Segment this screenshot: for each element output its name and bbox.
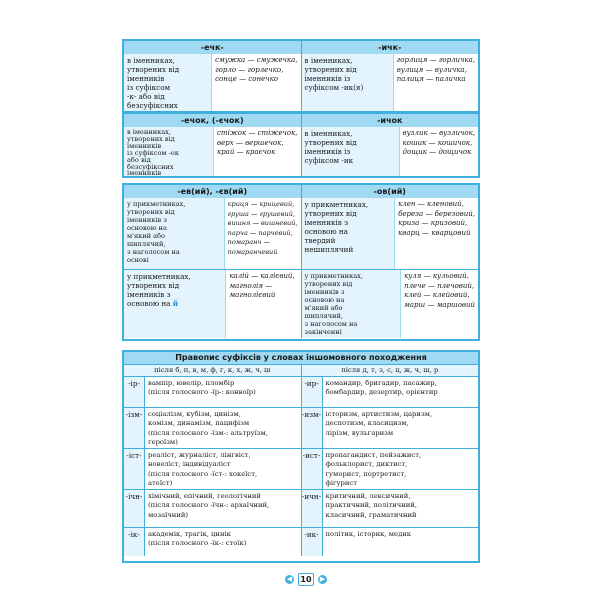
rule-examples [214,127,300,176]
example-line: академік, трагік, цинік [148,530,231,538]
example-line: бомбардир, дезертир, орієнтир [325,388,438,397]
highlight-letter: й [172,299,179,308]
examples-cell [145,528,301,556]
example-line: (після голосного -їк-: стоїк) [148,539,247,548]
table-row [124,407,478,448]
suffix-ov-header: -ов(ий) [301,185,479,198]
rule-description [302,127,400,176]
rule-examples [225,198,301,269]
example-line: марш — маршовий [404,300,475,309]
desc-line: іменників з [304,288,345,296]
desc-line: іменників [127,169,162,178]
desc-line: із суфіксом [127,83,171,92]
example-line: смужка — смужечка, [215,56,298,64]
example-line: магнолія — [229,281,273,290]
desc-line: основою на [127,299,171,308]
desc-line: іменників з [127,290,171,299]
desc-line: нешиплячий [304,245,354,254]
desc-line: суфіксом -ик(я) [304,83,364,92]
example-line: парча — парчевий, [227,228,293,237]
example-line: плече — плечовий, [404,281,475,290]
desc-line: іменників з [127,216,167,224]
rule-description [302,270,402,338]
example-line: помаранч — [227,238,270,246]
desc-line: м'який або [127,232,165,240]
example-line: криза — кризовий, [398,219,468,227]
example-line: мозаїчний) [148,510,189,519]
suffix-cell: -ір- [124,377,145,407]
suffix-cell: -ік- [124,528,145,556]
block-echok-ychok [122,112,480,178]
block-ev-ov [122,183,480,341]
desc-line: утворених від [127,208,175,216]
desc-line: у прикметниках, [304,272,363,280]
example-line: деспотизм, класицизм, [325,419,409,428]
example-line: вузлик — вузличок, [402,129,475,137]
example-line: клей — клейовий, [404,291,470,299]
page-navigation [285,573,327,586]
example-line: горлиця — горличка, [396,56,475,64]
example-line: (після голосного -їчн-: архаїчний, [148,501,270,510]
desc-line: шиплячий, [127,240,166,248]
desc-line: в іменниках, [304,129,353,138]
block-header [124,114,478,127]
example-line: дощик — дощичок [402,148,472,156]
desc-line: або від [127,155,151,164]
example-line: критичний, лексичний, [325,492,411,500]
example-line: класичний, граматичний [325,510,417,519]
example-line: командир, бригадир, пасажир, [325,379,437,387]
desc-line: -к- або від [127,92,165,101]
suffix-cell: -ізм- [124,408,145,448]
example-line: атеїст) [148,479,173,488]
desc-line: основою на [127,224,167,232]
desc-line: утворених від [127,134,175,143]
examples-cell [323,377,479,407]
rule-description [124,127,214,176]
suffix-ychok-header: -ичок [301,114,479,127]
example-line: вишня — вишневий, [227,219,298,227]
desc-line: утворених від [304,209,357,218]
table-row [124,527,478,556]
desc-line: іменників із [304,147,351,156]
table-row [124,448,478,489]
example-line: край — краєчок [217,148,276,156]
desc-line: у прикметниках, [127,200,186,208]
block-header [124,185,478,198]
example-line: пропагандист, пейзажист, [325,451,422,459]
examples-cell [145,449,301,489]
desc-line: в іменниках, [127,56,175,65]
desc-line: з наголосом на [127,248,180,256]
table-row [124,489,478,527]
suffix-echok-header: -ечок, (-єчок) [180,116,244,125]
desc-line: у прикметниках, [304,200,369,209]
desc-line: м'який або [304,304,343,312]
example-line: соціалізм, кубізм, цинізм, [148,410,241,418]
desc-line: утворених від [304,280,353,288]
example-line: політик, історик, медик [325,530,412,538]
example-line: реаліст, журналіст, лінгвіст, [148,451,251,459]
left-subheader: після б, п, в, м, ф, г, к, х, ж, ч, ш [154,366,271,374]
examples-cell [323,449,479,489]
desc-line: основою на [304,227,348,236]
example-line: куля — кульовий, [404,272,469,280]
suffix-cell: -ичн- [302,490,323,527]
desc-line: основою на [304,296,345,304]
prev-page-icon[interactable]: ◀ [286,575,293,583]
desc-line: безсуфіксних [127,162,174,171]
example-line: гуморист, портретист, [325,469,407,478]
desc-line: із суфіксом -ок [127,148,179,157]
block-foreign-suffixes [122,350,480,563]
rule-description [302,198,396,269]
desc-line: основі [127,256,149,264]
desc-line: утворених від [127,65,180,74]
table-row [124,377,478,407]
rule-examples [226,270,300,338]
suffix-ychk-header: -ичк- [301,41,479,54]
table-title: Правопис суфіксів у словах іншомовного походження [124,352,478,365]
suffix-ev-header: -ев(ий), -єв(ий) [177,187,248,196]
example-line: практичний, політичний, [325,501,418,510]
desc-line: іменників [127,141,162,150]
example-line: хімічний, епічний, геологічний [148,492,261,500]
example-line: горло — горлечко, [215,65,284,74]
example-line: комізм, динамізм, пацифізм [148,419,250,428]
example-line: вулиця — вуличка, [396,65,467,74]
desc-line: у прикметниках, [127,272,191,281]
example-line: героїзм) [148,438,178,447]
desc-line: іменників із [304,74,351,83]
example-line: вампір, ювелір, пломбір [148,379,235,387]
examples-cell [145,490,301,527]
example-line: історизм, артистизм, царизм, [325,410,433,418]
example-line: сонце — сонечко [215,75,278,83]
example-line: (після голосного -їст-: хокеїст, [148,469,258,478]
example-line: (після голосного -їр-: конвоїр) [148,388,256,397]
example-line: калій — калієвий, [229,272,295,280]
next-page-icon[interactable]: ▶ [319,575,326,583]
desc-line: шиплячий, [304,312,344,320]
examples-cell [323,490,479,527]
desc-line: утворених від [304,65,357,74]
example-line: верх — вершечок, [217,138,284,147]
example-line: (після голосного -їзм-: альтруїзм, [148,428,268,437]
rule-description [124,198,225,269]
examples-cell [145,377,301,407]
desc-line: в іменниках, [127,128,171,136]
example-line: фігурист [325,479,358,488]
example-line: груша — грушевий, [227,209,295,218]
suffix-cell: -ир- [302,377,323,407]
examples-cell [145,408,301,448]
example-line: стіжок — стіжечок, [217,129,298,137]
example-line: новеліст, індивідуаліст [148,460,231,469]
suffix-cell: -изм- [302,408,323,448]
rule-examples [394,54,478,111]
desc-line: утворених від [127,281,180,290]
examples-cell [323,408,479,448]
desc-line: утворених від [304,138,357,147]
example-line: береза — березовий, [398,209,475,218]
example-line: лірізм, вульгаризм [325,428,394,437]
suffix-cell: -ик- [302,528,323,556]
desc-line: закінченні [304,328,342,336]
rule-examples [401,270,478,338]
rule-examples [395,198,478,269]
rule-description [302,54,394,111]
desc-line: з наголосом на [304,320,358,328]
suffix-echk-header: -ечк- [200,43,224,52]
desc-line: безсуфіксних [127,101,178,110]
desc-line: твердий [304,236,336,245]
example-line: кварц — кварцовий [398,228,471,237]
rule-description [124,270,226,338]
right-subheader: після д, т, з, с, ц, ж, ч, ш, р [301,365,479,376]
rule-examples [400,127,478,176]
example-line: криця — крицевий, [227,200,295,208]
table-subheader [124,365,478,377]
example-line: фольклорист, диктист, [325,460,408,469]
examples-cell [323,528,479,556]
suffix-cell: -іст- [124,449,145,489]
desc-line: суфіксом -ик [304,156,354,165]
rule-examples [212,54,300,111]
block-echk-ychk [122,39,480,113]
example-line: помаранчевий [227,247,278,256]
example-line: кошик — кошичок, [402,138,473,147]
example-line: палиця — паличка [396,75,466,83]
example-line: клен — кленовий, [398,200,464,208]
example-line: магнолієвий [229,291,276,299]
rule-description [124,54,212,111]
block-header [124,41,478,54]
suffix-cell: -ічн- [124,490,145,527]
desc-line: іменників [127,74,165,83]
desc-line: в іменниках, [304,56,353,65]
desc-line: іменників з [304,218,349,227]
suffix-cell: -ист- [302,449,323,489]
page-number: 10 [298,573,314,586]
